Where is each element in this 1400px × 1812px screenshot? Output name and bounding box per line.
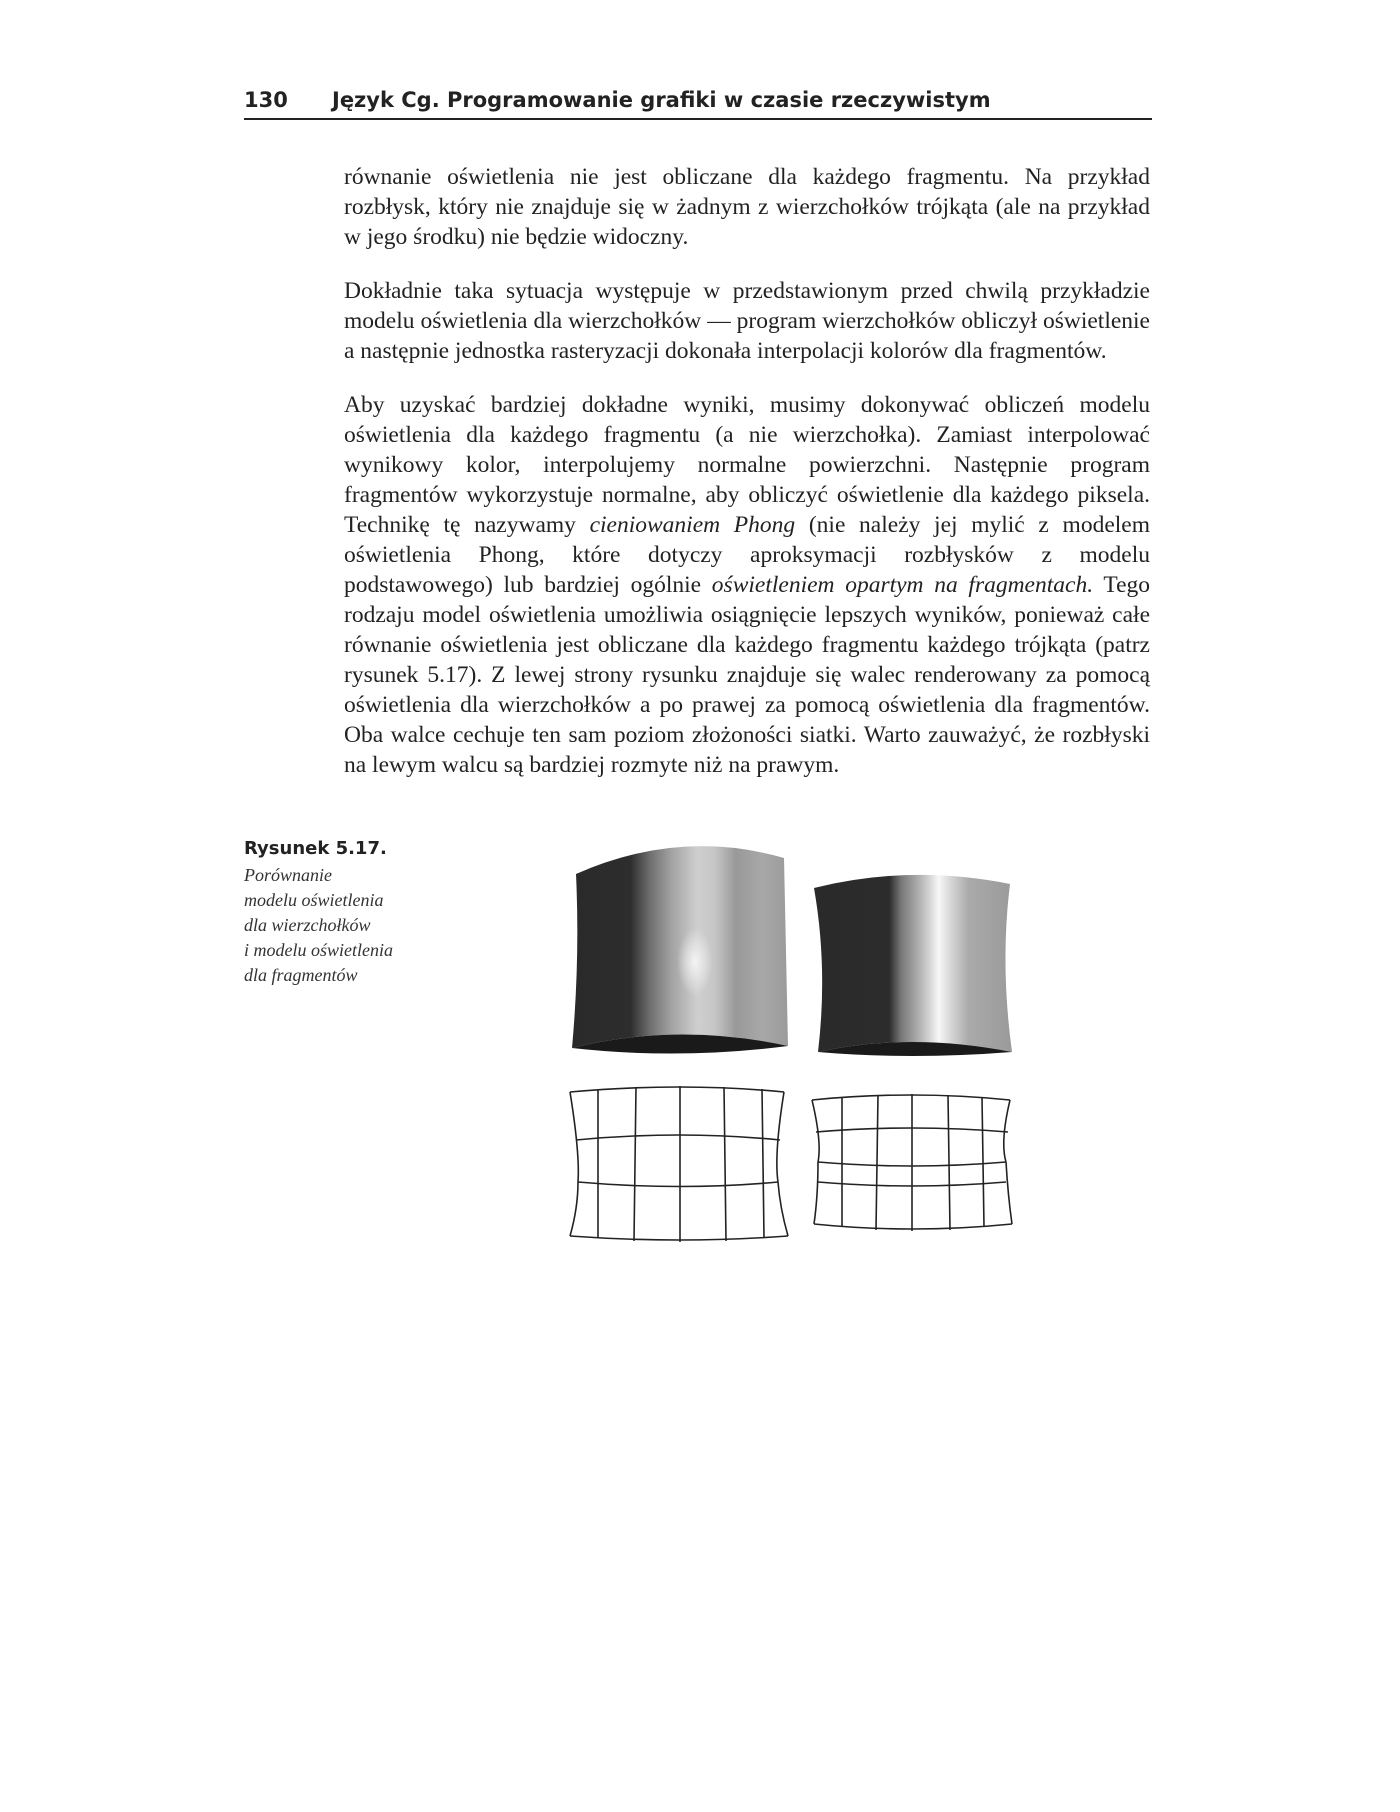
figure-caption <box>244 838 424 988</box>
caption-line: modelu oświetlenia <box>244 890 384 910</box>
paragraph-3 <box>344 390 1150 780</box>
figure-caption-text <box>244 863 424 988</box>
caption-line: i modelu oświetlenia <box>244 940 393 960</box>
body-text <box>344 162 1150 804</box>
vertex-lit-cylinder <box>572 846 788 1053</box>
figure-illustration <box>560 836 1060 1276</box>
caption-line: dla wierzchołków <box>244 915 371 935</box>
caption-line: Porównanie <box>244 865 332 885</box>
paragraph-2: Dokładnie taka sytuacja występuje w przedstawionym przed chwilą przykładzie modelu oświetlenia dla wierzchołków — program wierzchołków obliczył oświetlenie a następnie jednostka rasteryzacji dokonała interpolacji kolorów dla fragmentów. <box>344 278 1150 364</box>
term-phong-shading: cieniowaniem Phong <box>589 512 796 538</box>
paragraph-3-part-3: Tego rodzaju model oświetlenia umożliwia osiągnięcie lepszych wyników, ponieważ całe równanie oświetlenia jest obliczane dla każdego fragmentu każdego trójkąta (patrz rysunek 5.17). Z lewej strony rysunku znajduje się walec renderowany za pomocą oświetlenia dla wierzchołków a po prawej za pomocą oświetlenia dla fragmentów. Oba walce cechuje ten sam poziom złożoności siatki. Warto zauważyć, że rozbłyski na lewym walcu są bardziej rozmyte niż na prawym. <box>344 572 1150 778</box>
figure-label: Rysunek 5.17. <box>244 838 387 859</box>
paragraph-3-part-2: (nie należy jej mylić z modelem oświetlenia Phong, które dotyczy aproksymacji rozbłysków z modelu podstawowego) lub bardziej ogólnie <box>344 512 1150 598</box>
paragraph-1: równanie oświetlenia nie jest obliczane dla każdego fragmentu. Na przykład rozbłysk, który nie znajduje się w żadnym z wierzchołków trójkąta (ale na przykład w jego środku) nie będzie widoczny. <box>344 164 1150 250</box>
term-per-fragment-lighting: oświetleniem opartym na fragmentach. <box>711 572 1094 598</box>
running-header <box>244 84 1152 120</box>
fragment-lit-cylinder <box>814 875 1012 1056</box>
caption-line: dla fragmentów <box>244 965 358 985</box>
wireframe-cylinder-left <box>570 1086 788 1242</box>
paragraph-3-part-1: Aby uzyskać bardziej dokładne wyniki, musimy dokonywać obliczeń modelu oświetlenia dla każdego fragmentu (a nie wierzchołka). Zamiast interpolować wynikowy kolor, interpolujemy normalne powierzchni. Następnie program fragmentów wykorzystuje normalne, aby obliczyć oświetlenie dla każdego piksela. Technikę tę nazywamy <box>344 392 1150 538</box>
wireframe-cylinder-right <box>812 1094 1012 1231</box>
book-title: Język Cg. Programowanie grafiki w czasie rzeczywistym <box>332 88 991 112</box>
page-number: 130 <box>244 88 288 112</box>
figure-cylinders <box>560 836 1060 1276</box>
